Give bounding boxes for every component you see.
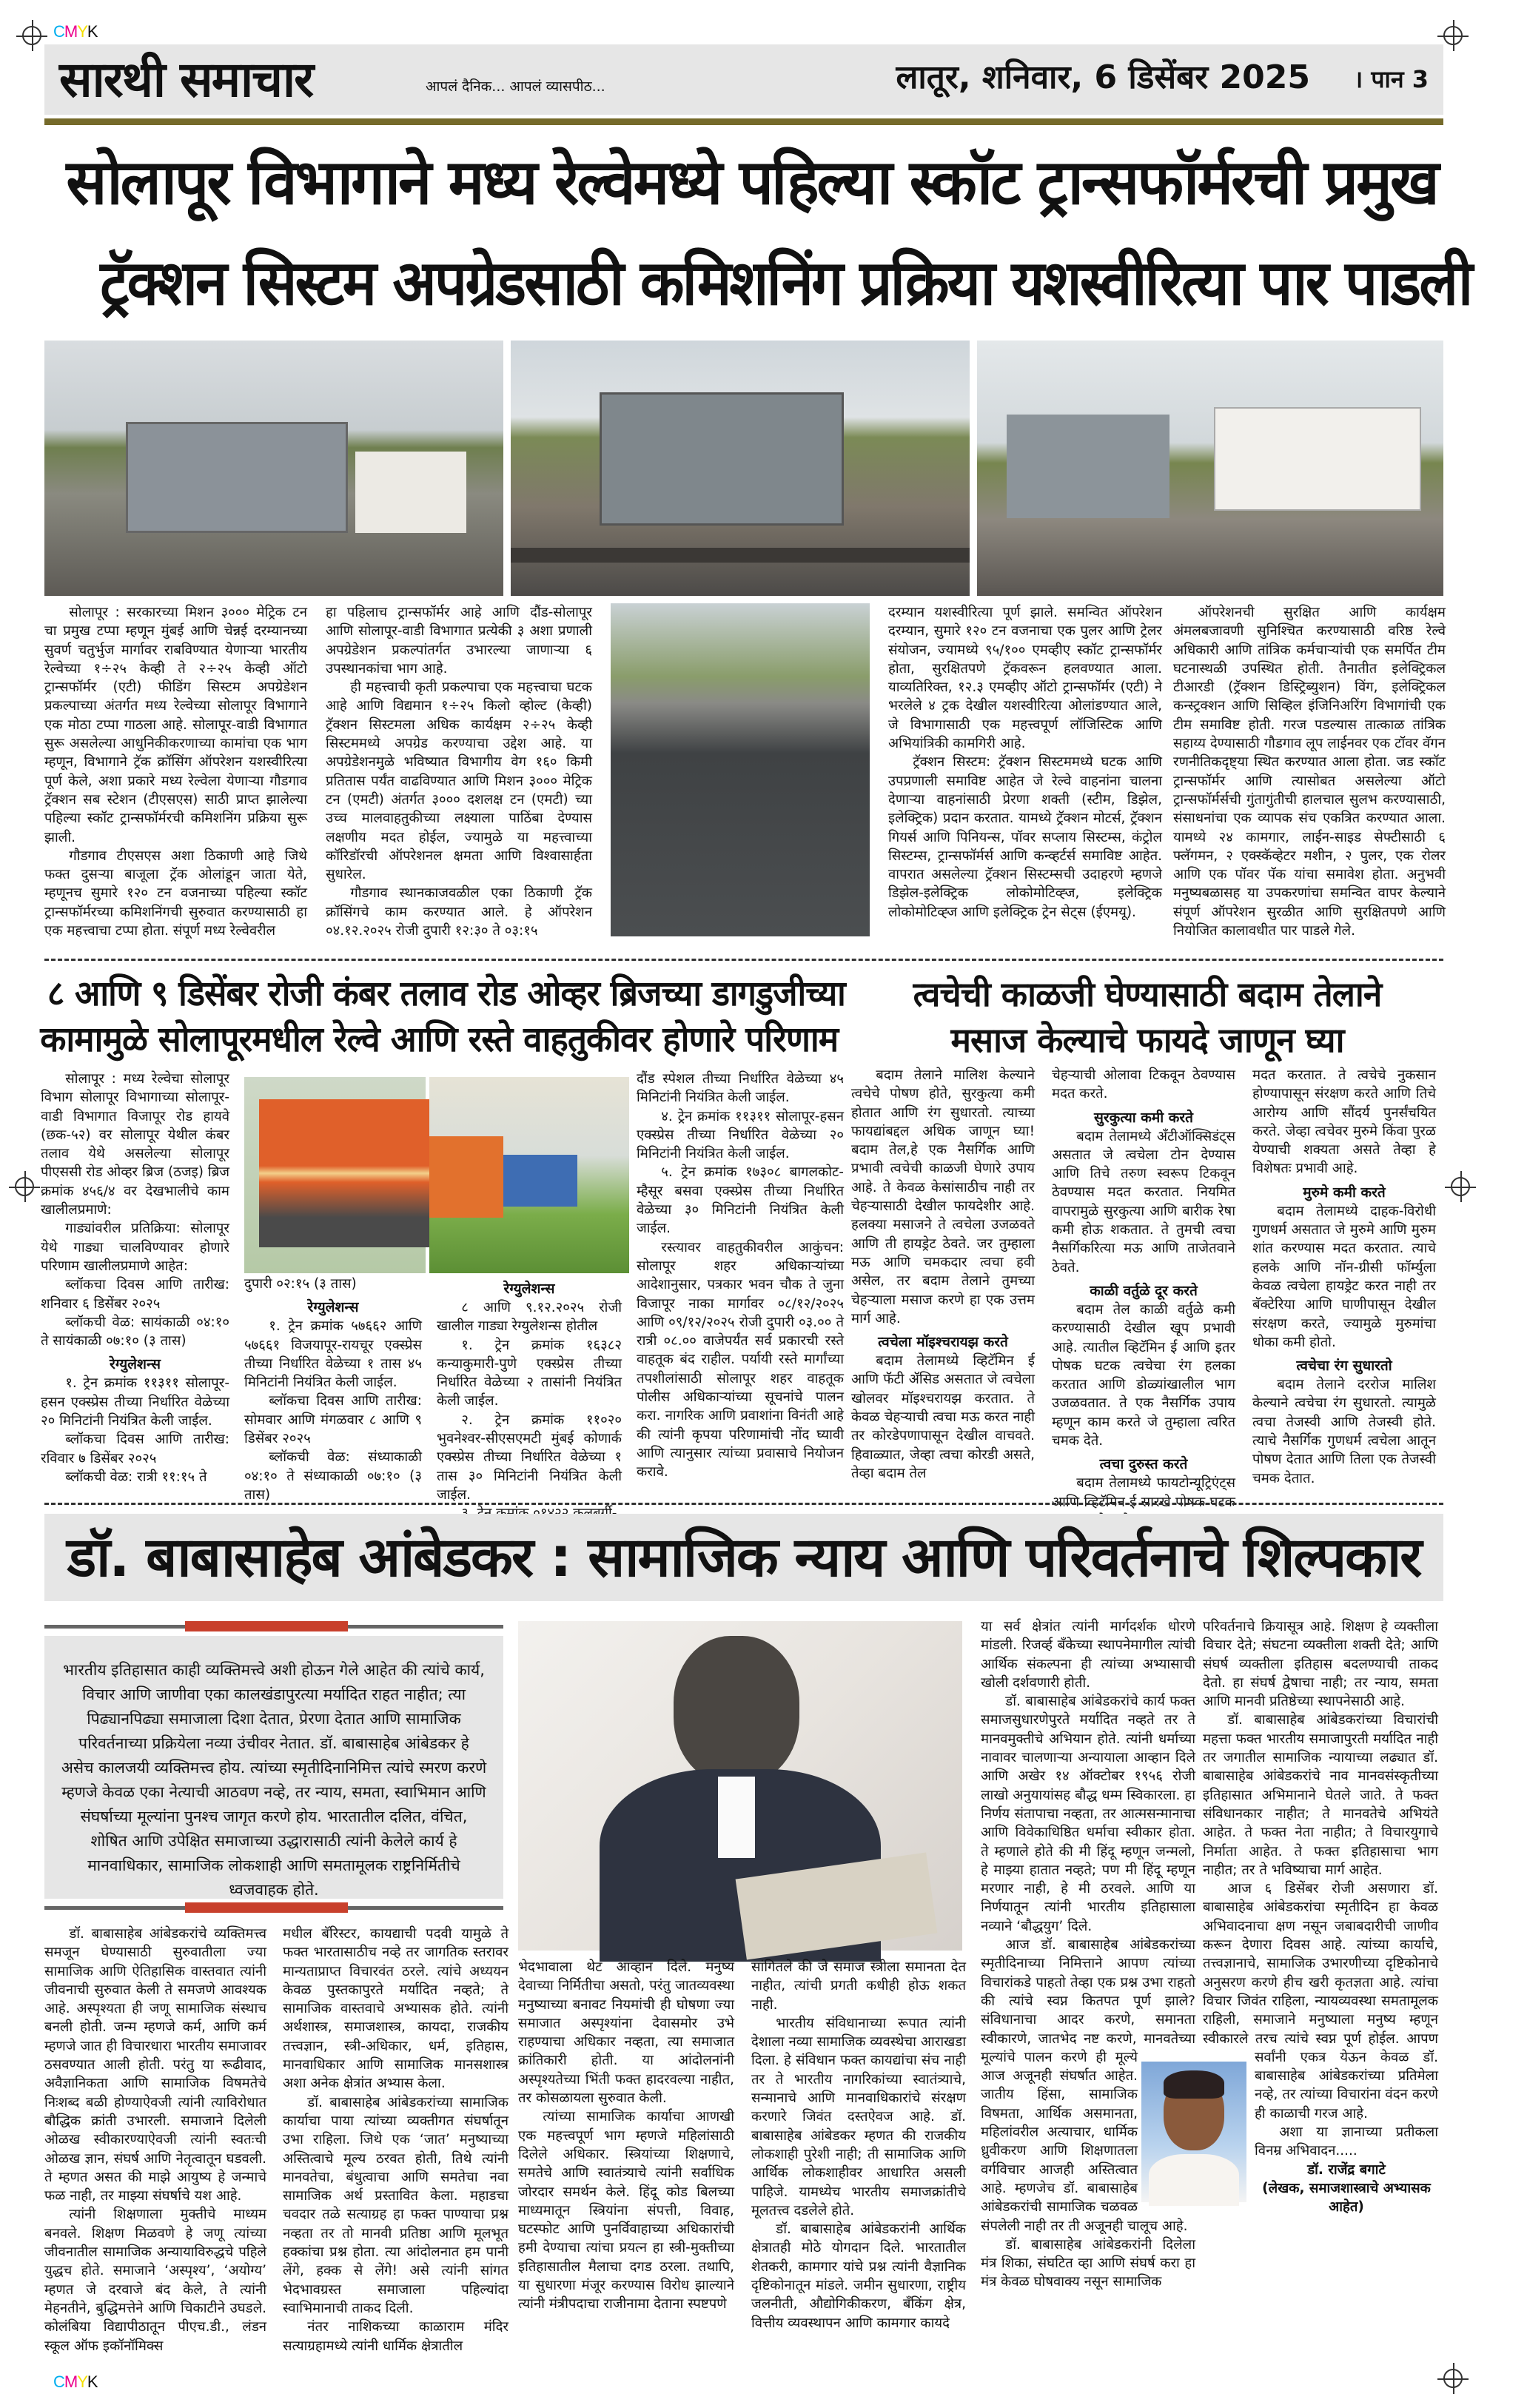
page-number: । पान 3	[1354, 65, 1429, 93]
article4-intro-box	[44, 1621, 503, 1914]
paragraph: गौडगाव टीएसएस अशा ठिकाणी आहे जिथे फक्त दुसऱ्या बाजूला ट्रॅक ओलांडून जाता येते, म्हणूनच सुमारे १२० टन वजनाच्या पहिल्या स्कॉट ट्रान्सफॉर्मरच्या कमिशनिंगची सुरुवात करण्यासाठी हा एक महत्त्वाचा टप्पा होता. संपूर्ण मध्य रेल्वेवरील	[44, 848, 307, 939]
ambedkar-portrait	[518, 1621, 962, 1951]
paragraph: डॉ. बाबासाहेब आंबेडकरांच्या सामाजिक कार्याचा पाया त्यांच्या व्यक्तीगत संघर्षातून उभा राहिला. जिथे एक ‘जात’ मनुष्याच्या अस्तित्वाचे मूल्य ठरवत होती, तिथे त्यांनी मानवतेचा, बंधुत्वाचा आणि समतेचा नवा सामाजिक अर्थ प्रस्तावित केला. महाडचा चवदार तळे सत्याग्रह हा फक्त पाण्याचा प्रश्न नव्हता तर तो मानवी प्रतिष्ठा आणि मूलभूत हक्कांचा प्रश्न होता. त्या आंदोलनात हम पानी लेंगे, हक्क से लेंगे! असे त्यांनी सांगत भेदभावग्रस्त समाजाला पहिल्यांदा स्वाभिमानाची ताकद दिली.	[283, 2094, 509, 2316]
headline-line: कामामुळे सोलापूरमधील रेल्वे आणि रस्ते वाहतुकीवर होणारे परिणाम	[40, 1019, 839, 1060]
article4-headline: डॉ. बाबासाहेब आंबेडकर : सामाजिक न्याय आणि परिवर्तनाचे शिल्पकार	[67, 1526, 1421, 1589]
paragraph: रस्त्यावर वाहतुकीवरील आकुंचन: सोलापूर शहर अधिकाऱ्यांच्या आदेशानुसार, पत्रकार भवन चौक ते जुना विजापूर नाका मार्गावर ०८/१२/२०२५ आणि ०९/१२/२०२५ रोजी दुपारी ०३.०० ते रात्री ०८.०० वाजेपर्यंत सर्व प्रकारची रस्ते वाहतूक बंद राहील. पर्यायी रस्ते मार्गांच्या तपशीलांसाठी सोलापूर शहर वाहतूक पोलीस अधिकाऱ्यांच्या सूचनांचे पालन करा. नागरिक आणि प्रवाशांना विनंती आहे की त्यांनी कृपया परिणामांची नोंद घ्यावी आणि त्यानुसार त्यांच्या प्रवासाचे नियोजन करावे.	[637, 1239, 844, 1480]
article1-column-3	[888, 603, 1162, 951]
paragraph: गौडगाव स्थानकाजवळील एका ठिकाणी ट्रॅक क्रॉसिंगचे काम करण्यात आले. हे ऑपरेशन ०४.१२.२०२५ रोजी दुपारी १२:३० ते ०३:१५	[326, 885, 592, 939]
headline-row	[44, 1514, 1443, 1601]
headline-line: त्वचेची काळजी घेण्यासाठी बदाम तेलाने	[913, 974, 1382, 1014]
paragraph: दरम्यान यशस्वीरित्या पूर्ण झाले. समन्वित ऑपरेशन दरम्यान, सुमारे १२० टन वजनाचा एक पुलर आणि ट्रेलर संयोजन, ज्यामध्ये ९५/१०० एमव्हीए स्कॉट ट्रान्सफॉर्मर होता, सुरक्षितपणे ट्रॅकवरून हलवण्यात आला. याव्यतिरिक्त, १२.३ एमव्हीए ऑटो ट्रान्सफॉर्मर (एटी) ने भरलेले ४ ट्रक देखील यशस्वीरित्या ओलांडण्यात आले, जे विभागासाठी एक महत्त्वपूर्ण लॉजिस्टिक आणि अभियांत्रिकी कामगिरी आहे.	[888, 605, 1162, 752]
paragraph: सोलापूर : मध्य रेल्वेचा सोलापूर विभाग सोलापूर विभागाच्या सोलापूर-वाडी विभागात विजापूर रोड हायवे (छक-५२) वर सोलापूर येथील कंबर तलाव येथे असलेल्या सोलापूर पीएससी रोड ओव्हर ब्रिज (ठजइ) ब्रिज क्रमांक ४५६/४ वर देखभालीचे काम खालीलप्रमाणे:	[41, 1071, 229, 1218]
paragraph: चेहऱ्याची ओलावा टिकवून ठेवण्यास मदत करते.	[1052, 1067, 1235, 1102]
paragraph: बदाम तेलामध्ये दाहक-विरोधी गुणधर्म असतात जे मुरुमे आणि मुरुम शांत करण्यास मदत करतात. त्याचे हलके आणि नॉन-ग्रीसी फॉर्म्युला केवळ त्वचेला हायड्रेट करत नाही तर बॅक्टेरिया आणि घाणीपासून देखील संरक्षण करते, ज्यामुळे मुरुमांचा धोका कमी होतो.	[1252, 1203, 1436, 1350]
masthead-rule	[44, 118, 1443, 125]
paragraph: १. ट्रेन क्रमांक १६३८२ कन्याकुमारी-पुणे एक्स्प्रेस तीच्या निर्धारित वेळेच्या २ तासांनी नियंत्रित केली जाईल.	[437, 1337, 622, 1409]
article3-headline	[855, 971, 1440, 1063]
article3-column-2	[1052, 1066, 1235, 1510]
paragraph: आज ६ डिसेंबर रोजी असणारा डॉ. बाबासाहेब आंबेडकरांचा स्मृतीदिन हा केवळ अभिवादनाचा क्षण नसून जबाबदारीची जाणीव करून देणारा दिवस आहे. त्यांच्या कार्याचे, तत्त्वज्ञानाचे, सामाजिक उभारणीच्या दृष्टिकोनाचे अनुसरण करणे हीच खरी कृतज्ञता आहे. त्यांचा विचार जिवंत राहिला, न्यायव्यवस्था समतामूलक राहिली, समाजाने मनुष्याला मनुष्य म्हणून स्वीकारले तरच त्यांचे स्वप्न पूर्ण होईल. आपण सर्वांनी एकत्र येऊन केवळ डॉ. बाबासाहेब आंबेडकरांच्या प्रतिमेला नव्हे, तर त्यांच्या विचारांना वंदन करणे ही काळाची गरज आहे.	[1203, 1881, 1438, 2122]
article2-column-2	[244, 1275, 422, 1503]
paragraph: ब्लॉकचा दिवस आणि तारीख: शनिवार ६ डिसेंबर २०२५	[41, 1277, 229, 1312]
masthead	[44, 44, 1443, 115]
intro-text: भारतीय इतिहासात काही व्यक्तिमत्त्वे अशी होऊन गेले आहेत की त्यांचे कार्य, विचार आणि जाणीवा एका कालखंडापुरत्या मर्यादित राहत नाहीत; त्या पिढ्यानपिढ्या समाजाला दिशा देतात, प्रेरणा देतात आणि सामाजिक परिवर्तनाच्या प्रक्रियेला नव्या उंचीवर नेतात. डॉ. बाबासाहेब आंबेडकर हे असेच कालजयी व्यक्तिमत्त्व होय. त्यांच्या स्मृतीदिनानिमित्त त्यांचे स्मरण करणे म्हणजे केवळ एका नेत्याची आठवण नव्हे, तर न्याय, समता, स्वाभिमान आणि संघर्षाच्या मूल्यांना पुनश्च जागृत करणे होय. भारतातील दलित, वंचित, शोषित आणि उपेक्षित समाजाच्या उद्धारासाठी त्यांनी केलेले कार्य हे मानवाधिकार, सामाजिक लोकशाही आणि समतामूलक राष्ट्रनिर्मितीचे ध्वजवाहक होते.	[44, 1636, 503, 1899]
paragraph: बदाम तेलाने मालिश केल्याने त्वचेचे पोषण होते, सुरकुत्या कमी होतात आणि रंग सुधारतो. त्याच्या फायद्यांबद्दल अधिक जाणून घ्या! बदाम तेल,हे एक नैसर्गिक आणि प्रभावी त्वचेची काळजी घेणारे उपाय आहे. ते केवळ केसांसाठीच नाही तर चेहऱ्यासाठी देखील फायदेशीर आहे. हलक्या मसाजने ते त्वचेला उजळवते आणि ती हायड्रेट ठेवते. जर तुम्हाला मऊ आणि चमकदार त्वचा हवी असेल, तर बदाम तेलाने तुमच्या चेहऱ्याला मसाज करणे हा एक उत्तम मार्ग आहे.	[851, 1067, 1035, 1327]
article4-column-3	[518, 1958, 734, 2376]
author-name: डॉ. राजेंद्र बगाटे	[1307, 2162, 1386, 2178]
article1-column-1	[44, 603, 307, 951]
headline-line: ट्रॅक्शन सिस्टम अपग्रेडसाठी कमिशनिंग प्रक्रिया यशस्वीरित्या पार पाडली	[100, 246, 1471, 319]
article2-headline	[30, 971, 844, 1063]
article1-column-4	[1173, 603, 1446, 951]
paragraph: बदाम तेलामध्ये व्हिटॅमिन ई आणि फॅटी ॲसिड असतात जे त्वचेला खोलवर मॉइश्चरायझ करतात. ते केवळ चेहऱ्याची त्वचा मऊ करत नाही तर कोरडेपणापासून देखील वाचवते. हिवाळ्यात, जेव्हा त्वचा कोरडी असते, तेव्हा बदाम तेल	[851, 1353, 1035, 1481]
cmyk-print-mark: CMYK	[53, 22, 98, 41]
paragraph: ८ आणि ९.१२.२०२५ रोजी खालील गाड्या रेग्युलेशन्स होतील	[437, 1300, 622, 1335]
headline-line: मसाज केल्याचे फायदे जाणून घ्या	[950, 1020, 1344, 1060]
cmyk-print-mark-bottom: CMYK	[53, 2372, 98, 2391]
train-photo	[429, 1077, 629, 1273]
headline-row	[30, 1017, 844, 1063]
headline-line: ८ आणि ९ डिसेंबर रोजी कंबर तलाव रोड ओव्हर ब्रिजच्या डागडुजीच्या	[47, 973, 845, 1014]
article4-column-2	[283, 1925, 509, 2376]
subheading: त्वचा दुरुस्त करते	[1099, 1456, 1188, 1473]
paragraph: भारतीय संविधानाच्या रूपात त्यांनी देशाला नव्या सामाजिक व्यवस्थेचा आराखडा दिला. हे संविधान फक्त कायद्यांचा संच नाही तर ते भारतीय नागरिकांच्या स्वातंत्र्याचे, सन्मानाचे आणि मानवाधिकारांचे संरक्षण करणारे जिवंत दस्तऐवज आहे. डॉ. बाबासाहेब आंबेडकर म्हणत की राजकीय लोकशाही पुरेशी नाही; ती सामाजिक आणि आर्थिक लोकशाहीवर आधारित असली पाहिजे. यामध्येच भारतीय समाजक्रांतीचे मूलतत्त्व दडलेले होते.	[751, 2015, 966, 2218]
paragraph: डॉ. बाबासाहेब आंबेडकरांच्या विचारांची महत्ता फक्त भारतीय समाजापुरती मर्यादित नाही तर जगातील सामाजिक न्यायाच्या लढ्यात डॉ. बाबासाहेब आंबेडकरांचे नाव मानवसंस्कृतीच्या इतिहासात अभिमानाने घेतले जाते. ते फक्त संविधानकार नाहीत; ते मानवतेचे अभियंते आहेत. ते फक्त नेता नाहीत; ते विचारयुगाचे निर्माता आहेत. ते फक्त इतिहासाचा भाग नाहीत; तर ते भविष्याचा मार्ग आहेत.	[1203, 1712, 1438, 1878]
article4-column-4	[751, 1958, 966, 2376]
paragraph: त्यांच्या सामाजिक कार्याचा आणखी एक महत्त्वपूर्ण भाग म्हणजे महिलांसाठी दिलेले अधिकार. स्त्रियांच्या शिक्षणाचे, समतेचे आणि स्वातंत्र्याचे त्यांनी सर्वाधिक जोरदार समर्थन केले. हिंदू कोड बिलच्या माध्यमातून स्त्रियांना संपत्ती, विवाह, घटस्फोट आणि पुनर्विवाहाच्या अधिकारांची हमी देण्याचा त्यांचा प्रयत्न हा स्त्री-मुक्तीच्या इतिहासातील मैलाचा दगड ठरला. तथापि, या सुधारणा मंजूर करण्यास विरोध झाल्याने त्यांनी मंत्रीपदाचा राजीनामा देताना स्पष्टपणे	[518, 2109, 734, 2313]
article2-column-1	[41, 1070, 229, 1492]
paragraph: डॉ. बाबासाहेब आंबेडकरांनी आर्थिक क्षेत्रातही मोठे योगदान दिले. भारतातील शेतकरी, कामगार यांचे प्रश्न त्यांनी वैज्ञानिक दृष्टिकोनातून मांडले. जमीन सुधारणा, राष्ट्रीय जलनीती, औद्योगिकीकरण, बँकिंग क्षेत्र, वित्तीय व्यवस्थापन आणि कामगार कायदे	[751, 2221, 966, 2331]
paragraph: डॉ. बाबासाहेब आंबेडकरांचे व्यक्तिमत्त्व समजून घेण्यासाठी सुरुवातीला ज्या सामाजिक आणि ऐतिहासिक वास्तवात त्यांनी जीवनाची सुरुवात केली ते समजणे आवश्यक आहे. अस्पृश्यता ही जणू सामाजिक संस्थाच बनली होती. जन्म म्हणजे कर्म, आणि कर्म म्हणजे जात ही विचारधारा भारतीय समाजावर ठसवण्यात आली होती. परंतु या रूढीवाद, अवैज्ञानिकता आणि सामाजिक विषमतेचे निःशब्द बळी होण्याऐवजी त्यांनी त्याविरोधात बौद्धिक क्रांती उभारली. समाजाने दिलेली ओळख स्वीकारण्याऐवजी त्यांनी स्वतःची ओळख ज्ञान, संघर्ष आणि नेतृत्वातून घडवली. ते म्हणत असत की माझे आयुष्य हे जन्माचे फळ नाही, तर माझ्या संघर्षाचे यश आहे.	[44, 1926, 266, 2204]
paragraph: आज डॉ. बाबासाहेब आंबेडकरांच्या स्मृतीदिनाच्या निमित्ताने आपण त्यांच्या विचारांकडे पाहतो तेव्हा एक प्रश्न उभा राहतो की त्यांचे स्वप्न कितपत पूर्ण झाले? संविधानाचा आदर करणे, समानता स्वीकारणे, जातभेद नष्ट करणे, मानवतेच्या मूल्यांचे पालन करणे ही मूल्ये आज अजूनही संघर्षात आहेत. जातीय हिंसा, सामाजिक विषमता, आर्थिक असमानता, महिलांवरील अत्याचार, धार्मिक ध्रुवीकरण आणि शिक्षणातला वर्गविचार आजही अस्तित्वात आहे. म्हणजेच डॉ. बाबासाहेब आंबेडकरांची सामाजिक चळवळ संपलेली नाही तर ती अजूनही चालूच आहे.	[981, 1937, 1195, 2234]
subheading: रेग्युलेशन्स	[503, 1281, 555, 1297]
registration-mark-icon	[1443, 26, 1463, 45]
subheading: काळी वर्तुळे दूर करते	[1090, 1282, 1198, 1299]
track-crossing-photo	[611, 603, 870, 936]
paragraph: मदत करतात. ते त्वचेचे नुकसान होण्यापासून संरक्षण करते आणि तिचे आरोग्य आणि सौंदर्य पुनर्संचयित करते. जेव्हा त्वचेवर मुरुमे किंवा पुरळ येण्याची शक्यता असते तेव्हा हे विशेषतः प्रभावी आहे.	[1252, 1067, 1436, 1177]
paragraph: ब्लॉकचा दिवस आणि तारीख: रविवार ७ डिसेंबर २०२५	[41, 1432, 229, 1466]
subheading: रेग्युलेशन्स	[110, 1356, 161, 1373]
paragraph: ही महत्त्वाची कृती प्रकल्पाचा एक महत्त्वाचा घटक आहे आणि विद्यमान १÷२५ किलो व्होल्ट (केव्ही) ट्रॅक्शन सिस्टमला अधिक कार्यक्षम २÷२५ केव्ही सिस्टममध्ये अपग्रेड करण्याचा उद्देश आहे. या अपग्रेडेशनमुळे भविष्यात विभागीय वेग १६० किमी प्रतितास पर्यंत वाढविण्यात आणि मिशन ३००० मेट्रिक टन (एमटी) अंतर्गत ३००० दशलक्ष टन (एमटी) च्या उच्च मालवाहतुकीच्या लक्ष्याला पाठिंबा देण्यास लक्षणीय मदत होईल, ज्यामुळे या महत्त्वाच्या कॉरिडॉरची ऑपरेशनल क्षमता आणि विश्वासार्हता सुधारेल.	[326, 680, 592, 883]
paragraph: दौंड स्पेशल तीच्या निर्धारित वेळेच्या ४५ मिनिटांनी नियंत्रित केली जाईल.	[637, 1071, 844, 1106]
paragraph: भेदभावाला थेट आव्हान दिले. मनुष्य देवाच्या निर्मितीचा असतो, परंतु जातव्यवस्था मनुष्याच्या बनावट नियमांची ही घोषणा ज्या समाजात अस्पृश्यांना देवासमोर उभे राहण्याचा अधिकार नव्हता, त्या समाजात क्रांतिकारी होती. या आंदोलनांनी अस्पृश्यतेच्या भिंती फक्त हादरवल्या नाहीत, तर कोसळायला सुरुवात केली.	[518, 1959, 734, 2107]
author-photo	[1141, 2062, 1246, 2202]
paragraph: बदाम तेल काळी वर्तुळे कमी करण्यासाठी देखील खूप प्रभावी आहे. त्यातील व्हिटॅमिन ई आणि इतर पोषक घटक त्वचेचा रंग हलका करतात आणि डोळ्यांखालील भाग उजळवतात. ते एक नैसर्गिक उपाय म्हणून काम करते जे तुम्हाला त्वरित चमक देते.	[1052, 1301, 1235, 1449]
article1-headline	[44, 132, 1471, 333]
headline-row	[855, 1017, 1440, 1063]
paragraph: डॉ. बाबासाहेब आंबेडकरांचे कार्य फक्त समाजसुधारणेपुरते मर्यादित नव्हते तर ते मानवमुक्तीचे अभियान होते. त्यांनी धर्माच्या नावावर चालणाऱ्या अन्यायाला आव्हान दिले आणि अखेर १४ ऑक्टोबर १९५६ रोजी लाखो अनुयायांसह बौद्ध धम्म स्विकारला. हा निर्णय संतापाचा नव्हता, तर आत्मसन्मानाचा आणि विवेकाधिष्ठित धर्माचा स्वीकार होता. ते म्हणाले होते की मी हिंदू म्हणून जन्मलो, हे माझ्या हातात नव्हते; पण मी हिंदू म्हणून मरणार नाही, हे मी ठरवले. आणि या निर्णयातून त्यांनी भारतीय इतिहासाला नव्याने ‘बौद्धयुग’ दिले.	[981, 1694, 1195, 1934]
paragraph: बदाम तेलामध्ये फायटोन्यूट्रिएंट्स आणि व्हिटॅमिन ई सारखे पोषक घटक	[1052, 1475, 1235, 1510]
transformer-photo-3	[977, 341, 1443, 596]
paragraph: सोलापूर : सरकारच्या मिशन ३००० मेट्रिक टन चा प्रमुख टप्पा म्हणून मुंबई आणि चेन्नई दरम्यानच्या सुवर्ण चतुर्भुज मार्गावर राबविण्यात येणाऱ्या भारतीय रेल्वेच्या १÷२५ केव्ही ते २÷२५ केव्ही ऑटो ट्रान्सफॉर्मर (एटी) फीडिंग सिस्टम अपग्रेडेशन प्रकल्पाच्या अंतर्गत मध्य रेल्वेच्या सोलापूर विभागाने एक मोठा टप्पा गाठला आहे. सोलापूर-वाडी विभागात सुरू असलेल्या आधुनिकीकरणाच्या कामांचा एक भाग म्हणून, विभागाने ट्रॅक क्रॉसिंग ऑपरेशन यशस्वीरित्या पूर्ण केले, अशा प्रकारे मध्य रेल्वेला येणाऱ्या गौडगाव ट्रॅक्शन सब स्टेशन (टीएसएस) साठी प्राप्त झालेल्या पहिल्या स्कॉट ट्रान्सफॉर्मरची कमिशनिंग प्रक्रिया सुरू झाली.	[44, 605, 307, 845]
paragraph: ब्लॉकचा दिवस आणि तारीख: सोमवार आणि मंगळवार ८ आणि ९ डिसेंबर २०२५	[244, 1393, 422, 1447]
paragraph: परिवर्तनाचे क्रियासूत्र आहे. शिक्षण हे व्यक्तीला विचार देते; संघटना व्यक्तीला शक्ती देते; आणि संघर्ष व्यक्तीला इतिहास बदलण्याची ताकद देतो. हा संघर्ष द्वेषाचा नाही; तर न्याय, समता आणि मानवी प्रतिष्ठेच्या स्थापनेसाठी आहे.	[1203, 1619, 1438, 1710]
paragraph: ब्लॉकची वेळ: रात्री ११:१५ ते	[65, 1469, 207, 1485]
registration-mark-icon	[1443, 2369, 1463, 2388]
article3-column-3	[1252, 1066, 1436, 1495]
paragraph: ५. ट्रेन क्रमांक १७३०८ बागलकोट-म्हैसूर बसवा एक्स्प्रेस तीच्या निर्धारित वेळेच्या ३० मिनिटांनी नियंत्रित केली जाईल.	[637, 1164, 844, 1237]
paragraph: बदाम तेलाने दररोज मालिश केल्याने त्वचेचा रंग सुधारतो. त्यामुळे त्वचा तेजस्वी आणि तेजस्वी होते. त्याचे नैसर्गिक गुणधर्म त्वचेला आतून पोषण देतात आणि तिला एक तेजस्वी चमक देतात.	[1252, 1377, 1436, 1486]
article4-headline-banner	[44, 1514, 1443, 1601]
newspaper-title: सारथी समाचार	[59, 51, 313, 108]
article3-column-1	[851, 1066, 1035, 1495]
headline-line: सोलापूर विभागाने मध्य रेल्वेमध्ये पहिल्या स्कॉट ट्रान्सफॉर्मरची प्रमुख	[66, 146, 1437, 218]
paragraph: ऑपरेशनची सुरक्षित आणि कार्यक्षम अंमलबजावणी सुनिश्चित करण्यासाठी वरिष्ठ रेल्वे अधिकारी आणि तांत्रिक कर्मचाऱ्यांची एक समर्पित टीम घटनास्थळी उपस्थित होती. तैनातीत इलेक्ट्रिकल टीआरडी (ट्रॅक्शन डिस्ट्रिब्युशन) विंग, इलेक्ट्रिकल कन्स्ट्रक्शन आणि सिव्हिल इंजिनिअरिंग विभागांची एक टीम समाविष्ट होती. गरज पडल्यास तात्काळ तांत्रिक सहाय्य देण्यासाठी गौडगाव लूप लाईनवर एक टॉवर वॅगन रणनीतिकदृष्ट्या स्थित करण्यात आला होता. जड स्कॉट ट्रान्सफॉर्मर आणि त्यासोबत असलेल्या ऑटो ट्रान्सफॉर्मर्सची गुंतागुंतीची हालचाल सुलभ करण्यासाठी, संसाधनांचा एक व्यापक संच एकत्रित करण्यात आला. यामध्ये २४ कामगार, लाईन-साइड सेफ्टीसाठी ६ फ्लॅगमन, २ एक्स्कॅव्हेटर मशीन, २ पुलर, एक रोलर आणि एक पॉवर पॅक यांचा समावेश होता. अनुभवी मनुष्यबळासह या उपकरणांचा समन्वित वापर केल्याने संपूर्ण ऑपरेशन सुरळीत आणि सुरक्षितपणे आणि नियोजित कालावधीत पार पाडले गेले.	[1173, 605, 1446, 939]
registration-mark-icon	[15, 1177, 34, 1196]
author-role: (लेखक, समाजशास्त्राचे अभ्यासक आहेत)	[1262, 2180, 1431, 2216]
dateline: लातूर, शनिवार, 6 डिसेंबर 2025	[896, 58, 1310, 96]
subheading: त्वचेचा रंग सुधारतो	[1296, 1358, 1392, 1375]
subheading: सुरकुत्या कमी करते	[1094, 1109, 1193, 1126]
paragraph: हा पहिलाच ट्रान्सफॉर्मर आहे आणि दौंड-सोलापूर आणि सोलापूर-वाडी विभागात प्रत्येकी ३ अशा प्रणाली अपग्रेडेशन प्रकल्पांतर्गत उभारल्या जाणाऱ्या ६ उपस्थानकांचा भाग आहे.	[326, 605, 592, 677]
paragraph: १. ट्रेन क्रमांक ५७६६२ आणि ५७६६१ विजयापूर-रायचूर एक्स्प्रेस तीच्या निर्धारित वेळेच्या १ तास ४५ मिनिटांनी नियंत्रित केली जाईल.	[244, 1318, 422, 1391]
headline-row	[44, 232, 1471, 333]
section-divider	[44, 1503, 1443, 1505]
headline-row	[30, 971, 844, 1017]
locomotive-photo	[244, 1077, 426, 1273]
paragraph: गाड्यांवरील प्रतिक्रिया: सोलापूर येथे गाड्या चालविण्यावर होणारे परिणाम खालीलप्रमाणे आहेत:	[41, 1221, 229, 1274]
paragraph: अशा या ज्ञानाच्या प्रतीकला विनम्र अभिवादन.....	[1255, 2124, 1438, 2159]
paragraph: बदाम तेलामध्ये अँटीऑक्सिडंट्स असतात जे त्वचेला टोन देण्यास आणि तिचे तरुण स्वरूप टिकवून ठेवण्यास मदत करतात. नियमित वापरामुळे सुरकुत्या आणि बारीक रेषा कमी होऊ शकतात. ते तुमची त्वचा नैसर्गिकरित्या मऊ आणि ताजेतवाने ठेवते.	[1052, 1128, 1235, 1275]
paragraph: या सर्व क्षेत्रांत त्यांनी मार्गदर्शक धोरणे मांडली. रिजर्व्ह बँकेच्या स्थापनेमागील त्यांची आर्थिक संकल्पना ही त्यांच्या अभ्यासाची खोली दर्शवणारी होती.	[981, 1619, 1195, 1691]
transformer-photo-1	[44, 341, 503, 596]
headline-row	[855, 971, 1440, 1017]
registration-mark-icon	[1451, 1177, 1470, 1196]
paragraph: ब्लॉकची वेळ: सायंकाळी ०४:१० ते सायंकाळी ०७:१० (३ तास)	[41, 1314, 229, 1349]
article4-column-6	[1203, 1617, 1438, 2376]
headline-row	[44, 132, 1443, 232]
section-divider	[44, 959, 1443, 961]
paragraph: सांगितले की जे समाज स्त्रीला समानता देत नाहीत, त्यांची प्रगती कधीही होऊ शकत नाही.	[751, 1959, 966, 2013]
paragraph: १. ट्रेन क्रमांक ११३११ सोलापूर-हसन एक्स्प्रेस तीच्या निर्धारित वेळेच्या २० मिनिटांनी नियंत्रित केली जाईल.	[41, 1375, 229, 1429]
paragraph: नंतर नाशिकच्या काळाराम मंदिर सत्याग्रहामध्ये त्यांनी धार्मिक क्षेत्रातील	[283, 2319, 509, 2354]
article2-column-4	[637, 1070, 844, 1495]
paragraph: ४. ट्रेन क्रमांक ११३११ सोलापूर-हसन एक्स्प्रेस तीच्या निर्धारित वेळेच्या २० मिनिटांनी नियंत्रित केली जाईल.	[637, 1108, 844, 1162]
paragraph: दुपारी ०२:१५ (३ तास)	[244, 1276, 357, 1292]
article2-column-3	[437, 1275, 622, 1503]
registration-mark-icon	[22, 26, 41, 45]
subheading: त्वचेला मॉइश्चरायझ करते	[878, 1334, 1008, 1351]
newspaper-tagline: आपलं दैनिक... आपलं व्यासपीठ...	[426, 78, 605, 95]
transformer-photo-2	[511, 341, 970, 596]
subheading: मुरुमे कमी करते	[1303, 1184, 1386, 1201]
paragraph: त्यांनी शिक्षणाला मुक्तीचे माध्यम बनवले. शिक्षण मिळवणे हे जणू त्यांच्या जीवनातील सामाजिक अन्यायाविरुद्धचे पहिले युद्धच होते. समाजाने ‘अस्पृश्य’, ‘अयोग्य’ म्हणत जे दरवाजे बंद केले, ते त्यांनी मेहनतीने, बुद्धिमत्तेने आणि चिकाटीने उघडले. कोलंबिया विद्यापीठातून पीएच.डी., लंडन स्कूल ऑफ इकॉनॉमिक्स	[44, 2207, 266, 2354]
article4-column-5	[981, 1617, 1195, 2376]
paragraph: ब्लॉकची वेळ: संध्याकाळी ०४:१० ते संध्याकाळी ०७:१० (३ तास)	[244, 1449, 422, 1503]
paragraph: मधील बॅरिस्टर, कायद्याची पदवी यामुळे ते फक्त भारतासाठीच नव्हे तर जागतिक स्तरावर मान्यताप्राप्त विचारवंत ठरले. त्यांचे अध्ययन केवळ पुस्तकापुरते मर्यादित नव्हते; ते सामाजिक वास्तवाचे अभ्यासक होते. त्यांनी अर्थशास्त्र, समाजशास्त्र, कायदा, राजकीय तत्त्वज्ञान, स्त्री-अधिकार, धर्म, इतिहास, मानवाधिकार आणि सामाजिक मानसशास्त्र अशा अनेक क्षेत्रांत अभ्यास केला.	[283, 1926, 509, 2092]
paragraph: डॉ. बाबासाहेब आंबेडकरांनी दिलेला मंत्र शिका, संघटित व्हा आणि संघर्ष करा हा मंत्र केवळ घोषवाक्य नसून सामाजिक	[981, 2236, 1195, 2290]
article4-column-1	[44, 1925, 266, 2376]
paragraph: ट्रॅक्शन सिस्टम: ट्रॅक्शन सिस्टममध्ये घटक आणि उपप्रणाली समाविष्ट आहेत जे रेल्वे वाहनांना चालना देणाऱ्या वाहनांसाठी प्रेरणा शक्ती (स्टीम, डिझेल, इलेक्ट्रिक) प्रदान करतात. यामध्ये ट्रॅक्शन मोटर्स, ट्रॅक्शन गियर्स आणि पिनियन्स, पॉवर सप्लाय सिस्टम्स, कंट्रोल सिस्टम्स, ट्रान्सफॉर्मर्स आणि कन्व्हर्टर्स समाविष्ट आहेत. वापरात असलेल्या ट्रॅक्शन सिस्टम्सची उदाहरणे म्हणजे डिझेल-इलेक्ट्रिक लोकोमोटिव्ह्ज, इलेक्ट्रिक लोकोमोटिव्ह्ज आणि इलेक्ट्रिक ट्रेन सेट्स (ईएमयू).	[888, 754, 1162, 920]
article1-column-2	[326, 603, 592, 951]
subheading: रेग्युलेशन्स	[307, 1299, 359, 1316]
paragraph: २. ट्रेन क्रमांक ११०२० भुवनेश्वर-सीएसएमटी मुंबई कोणार्क एक्स्प्रेस तीच्या निर्धारित वेळेच्या १ तास ३० मिनिटांनी नियंत्रित केली जाईल.	[437, 1412, 622, 1503]
